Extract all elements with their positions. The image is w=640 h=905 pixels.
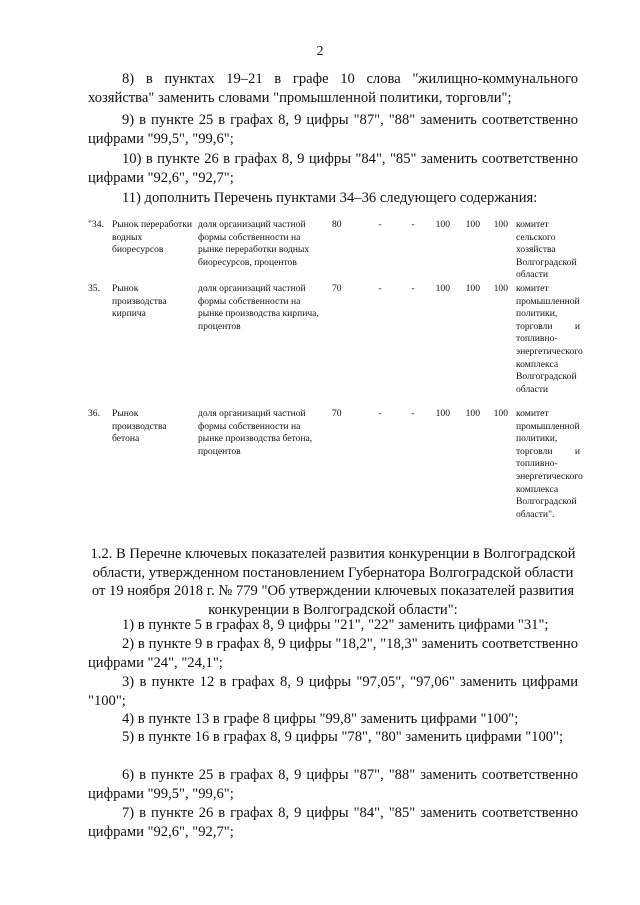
section-1-2-intro: 1.2. В Перечне ключевых показателей развития конкуренции в Волгоградской области, утвержденном постановлением Губернатора Волгоградской области от 19 ноября 2018 г. № 779 "Об утверждении ключевых показателей развития конкуренции в Волгоградской области": [90,546,576,618]
value-cell: - [411,219,415,230]
indicator-name: доля организаций частной формы собственности на рынке производства бетона, процентов [198,408,313,457]
value-cell: - [411,408,415,419]
item-9: 9) в пункте 25 в графах 8, 9 цифры "87", "88" заменить соответственно цифрами "99,5", "99,6"; [88,112,578,147]
list-item: 3) в пункте 12 в графах 8, 9 цифры "97,05", "97,06" заменить цифрами "100"; [88,674,578,709]
list-item: 6) в пункте 25 в графах 8, 9 цифры "87", "88" заменить соответственно цифрами "99,5", "99,6"; [88,767,578,802]
value-cell: - [378,219,382,230]
responsible-body: комитет промышленной политики, торговли и топливно-энергетического комплекса Волгоградской области". [516,408,583,520]
value-cell: 100 [493,283,508,294]
list-item: 4) в пункте 13 в графе 8 цифры "99,8" заменить цифрами "100"; [122,711,519,727]
value-cell: - [411,283,415,294]
page-number: 2 [316,44,324,59]
item-11: 11) дополнить Перечень пунктами 34–36 следующего содержания: [122,190,538,206]
row-number: 36. [88,408,100,419]
value-cell: 80 [332,219,342,230]
indicator-name: доля организаций частной формы собственности на рынке производства кирпича, процентов [198,283,319,332]
value-cell: 70 [332,408,342,419]
responsible-body: комитет промышленной политики, торговли и топливно-энергетического комплекса Волгоградской области [516,283,583,395]
value-cell: 100 [465,219,480,230]
value-cell: 100 [465,408,480,419]
market-name: Рынок производства бетона [112,408,167,445]
value-cell: 100 [435,283,450,294]
list-item: 2) в пункте 9 в графах 8, 9 цифры "18,2", "18,3" заменить соответственно цифрами "24", "24,1"; [88,636,578,671]
value-cell: 100 [493,219,508,230]
item-10: 10) в пункте 26 в графах 8, 9 цифры "84", "85" заменить соответственно цифрами "92,6", "92,7"; [88,151,578,186]
market-name: Рынок производства кирпича [112,283,167,320]
value-cell: - [378,283,382,294]
indicator-name: доля организаций частной формы собственности на рынке переработки водных биоресурсов, процентов [198,219,310,268]
list-item: 5) в пункте 16 в графах 8, 9 цифры "78", "80" заменить цифрами "100"; [122,729,564,745]
value-cell: 70 [332,283,342,294]
list-item: 7) в пункте 26 в графах 8, 9 цифры "84", "85" заменить соответственно цифрами "92,6", "92,7"; [88,805,578,840]
responsible-body: комитет сельского хозяйства Волгоградской области [516,219,577,281]
list-item: 1) в пункте 5 в графах 8, 9 цифры "21", "22" заменить цифрами "31"; [122,617,549,633]
value-cell: 100 [493,408,508,419]
row-number: "34. [88,219,104,230]
value-cell: 100 [465,283,480,294]
market-name: Рынок переработки водных биоресурсов [112,219,192,256]
value-cell: 100 [435,219,450,230]
value-cell: - [378,408,382,419]
value-cell: 100 [435,408,450,419]
item-8: 8) в пунктах 19–21 в графе 10 слова "жилищно-коммунального хозяйства" заменить словами "промышленной политики, торговли"; [88,71,578,106]
row-number: 35. [88,283,100,294]
